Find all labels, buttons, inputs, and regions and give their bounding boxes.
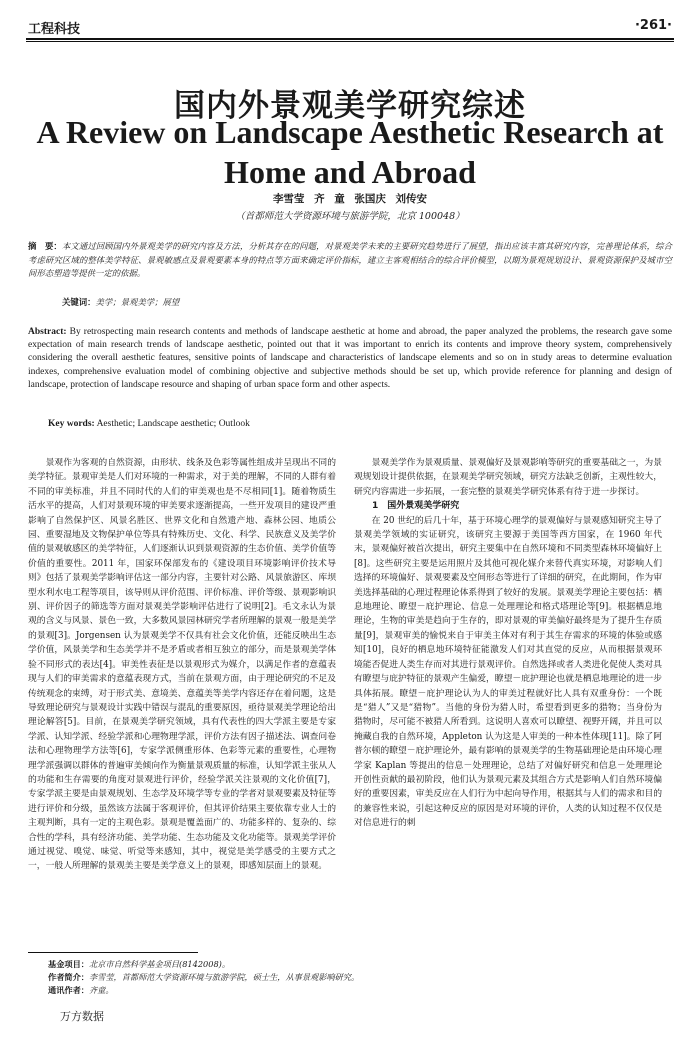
body-column-left [28, 456, 336, 874]
title-english: A Review on Landscape Aesthetic Research at Home and Abroad [36, 114, 664, 190]
body-paragraph: 景观作为客观的自然资源，由形状、线条及色彩等属性组成并呈现出不同的美学特征。景观审美是人们对环境的一种需求，对于美的理解，不同的人群有着不同的审美标准，并且不同时代的人们的审美观也是不尽相同[1]。随着物质生活水平的提高，人们对景观环境的审美要求逐渐提高，一些开发项目的建设严重影响了自然保护区、风景名胜区、世界文化和自然遗产地、森林公园、地质公园、重要湿地及文物保护单位等具有特殊历史、文化、科学、民族意义及美学价值的景观敏感区的美学特征，人们逐渐认识到景观资源的生态价值、美学价值等价值的重要性。2011 年，国家环保部发布的《建设项目环境影响评价技术导则》包括了景观美学影响评估这一部分内容，主要针对公路、风景旅游区、库坝型水利水电工程等项目，该导则从评价范围、评价标准、评价等级、景观影响识别、评价因子的筛选等方面对景观美学影响评估进行了说明[2]。毛文永认为景观的含义与风景、景色一致，大多数风景园林研究学者所理解的景观一般是美学的景观[3]。Jorgensen 认为景观美学不仅具有社会文化价值，还能反映出生态学价值，风景美学和生态美学并不是矛盾或者相互独立的部分，而是景观美学体验不同形式的表达[4]。审美性表征是以景观形式为媒介，以满足作者的意蕴表现与人们的审美需求的意蕴表现方式，当前在景观方面，由于理论研究的不足及传统观念的束缚，对于形式美、意境美、意蕴美等美学内容还存在着问题，这是导致理论研究与景观设计实践中错误与混乱的重要原因，亟待景观美学理论给出理论解答[5]。目前，在景观美学研究领域，具有代表性的四大学派主要是专家学派、认知学派、经验学派和心理物理学派，评价方法有因子描述法、调查问卷法和心理物理学方法等[6]，专家学派侧重形体、色彩等元素的重要性，心理物理学派强调以群体的普遍审美倾向作为衡量景观质量的标准，认知学派主张从人的功能和生存需要的角度对景观进行评价，经验学派关注景观的文化价值[7]，专家学派主要是由景观规划、生态学及环境学等专业的学者对景观要素及特征等进行评价和分级，虽然该方法属于客观评价，但其评价结果主要依靠专业人士的主观判断，具有一定的主观色彩。景观是覆盖面广的、功能多样的、复杂的、综合性的学科，具有经济功能、美学功能、生态功能及文化功能等。景观美学评价通过视觉、嗅觉、味觉、听觉等来感知，其中，视觉是美学感受的主要方式之一，一般人所理解的景观美主要是美学意义上的景观，即感知层面上的景观。 [28, 458, 336, 872]
keywords-cn-text: 美学；景观美学；展望 [95, 297, 180, 307]
watermark: 万方数据 [60, 1010, 104, 1023]
abstract-chinese [28, 240, 672, 281]
keywords-chinese [62, 296, 179, 308]
abstract-en-text: By retrospecting main research contents and methods of landscape aesthetic at home and abroad, the paper analyzed the problems, the research gave some expectation of main research trends of landscape aesthetic, pointed out that it was important to enrich its contents and improve theory system, comprehensively considering the overall aesthetic features, sensitive points of landscape and characteristics of landscape elements and so on in study areas to determine evaluation indexes, comprehensive evaluation model of combining objective and subjective methods should be set up, which provide reference for planning and design of landscape, protection of landscape resource and shaping of urban space form and other aspects. [28, 327, 672, 390]
keywords-en-label: Key words: [48, 419, 95, 429]
keywords-en-text: Aesthetic; Landscape aesthetic; Outlook [96, 419, 250, 429]
footnote-author [48, 971, 359, 984]
abstract-english [28, 326, 672, 392]
corresponding-text: 齐童。 [88, 985, 114, 995]
keywords-english [48, 419, 250, 429]
abstract-cn-text: 本文通过回顾国内外景观美学的研究内容及方法，分析其存在的问题，对景观美学未来的主要研究趋势进行了展望，指出应该丰富其研究内容，完善理论体系，综合考虑研究区域的整体美学特征、景观敏感点及景观要素本身的特点等方面来确定评价指标，建立主客观相结合的综合评价模型，以期为景观规划设计、景观资源保护及城市空间形态塑造等提供一定的依据。 [28, 241, 673, 278]
page-number: ·261· [634, 18, 672, 33]
abstract-cn-label: 摘 要： [28, 241, 62, 251]
affiliation: （首都师范大学资源环境与旅游学院，北京 100048） [235, 211, 465, 222]
keywords-cn-label: 关键词： [62, 297, 96, 307]
footnote-fund [48, 958, 359, 971]
header-rule [26, 38, 674, 40]
body-column-right [354, 456, 662, 831]
footnotes [48, 958, 359, 997]
title-chinese: 国内外景观美学研究综述 [174, 88, 526, 124]
journal-name: 工程科技 [28, 22, 81, 37]
fund-label: 基金项目： [48, 959, 89, 969]
abstract-en-label: Abstract: [28, 327, 67, 337]
footnote-rule [28, 952, 198, 953]
footnote-corresponding [48, 984, 359, 997]
body-paragraph-intro: 景观美学作为景观质量、景观偏好及景观影响等研究的重要基础之一，为景观规划设计提供依据，在景观美学研究领域，研究方法缺乏创新，主观性较大，研究内容需进一步拓展，一套完整的景观美学研究体系有待于进一步探讨。 [354, 458, 662, 497]
corresponding-label: 通讯作者： [48, 985, 89, 995]
author-bio-label: 作者简介： [48, 972, 89, 982]
body-paragraph: 在 20 世纪的后几十年，基于环境心理学的景观偏好与景观感知研究主导了景观美学领域的实证研究，该研究主要源于美国等西方国家，在 1960 年代末，景观偏好被首次提出，研究主要集中在自然环境和不同类型森林环境偏好上[8]。这些研究主要是运用照片及其他可视化媒介来替代真实环境，对影响人们选择的环境偏好、景观要素及空间形态等进行了详细的研究，在此期间，作为审美选择基础的心理过程理论体系得到了较好的发展。景观美学理论主要包括：栖息地理论、瞭望－庇护理论、信息－处理理论和格式塔理论等[9]。根据栖息地理论，生物的审美是趋向于生存的，即对景观的审美偏好最终是为了提升生存质量[9]，景观审美的愉悦来自于审美主体对有利于其生存需求的环境的体验或感知[10]，良好的栖息地环境特征能激发人们对其直觉的反应，从而根据景观环境能否促进人类生存而对其进行景观评价。自然选择或者人类进化促使人类对具有瞭望与庇护特征的景观产生偏爱，瞭望－庇护理论也就是栖息地理论的进一步具体拓展。瞭望－庇护理论认为人的审美过程就好比人具有双重身份：一个既是“猎人”又是“猎物”。当他的身份为猎人时，希望看到更多的猎物；当身份为猎物时，尽可能不被猎人所看到。这说明人喜欢可以瞭望、视野开阔，并且可以掩藏自我的自然环境，Appleton 认为这是人审美的一种本性体现[11]。除了阿普尔顿的瞭望－庇护理论外，最有影响的景观美学的生物基础理论是由环境心理学家 Kaplan 等提出的信息－处理理论，总结了对偏好研究和信息－处理理论开创性贡献的最初阶段，他们认为景观元素及其组合方式是影响人们自然环境偏好的重要因素，审美反应在人们行为中起向导作用，根据其与人们的需求和目的的兼容性来说，引起这种反应的原因是对环境的评价，人类的认知过程不仅仅是对信息进行的刺 [354, 515, 662, 829]
fund-text: 北京市自然科学基金项目(8142008)。 [88, 959, 231, 969]
section-heading: 1 国外景观美学研究 [372, 501, 460, 512]
author-bio-text: 李雪莹，首都师范大学资源环境与旅游学院，硕士生，从事景观影响研究。 [88, 972, 360, 982]
header-rule-thin [26, 41, 674, 42]
author-list: 李雪莹 齐 童 张国庆 刘传安 [272, 193, 428, 205]
